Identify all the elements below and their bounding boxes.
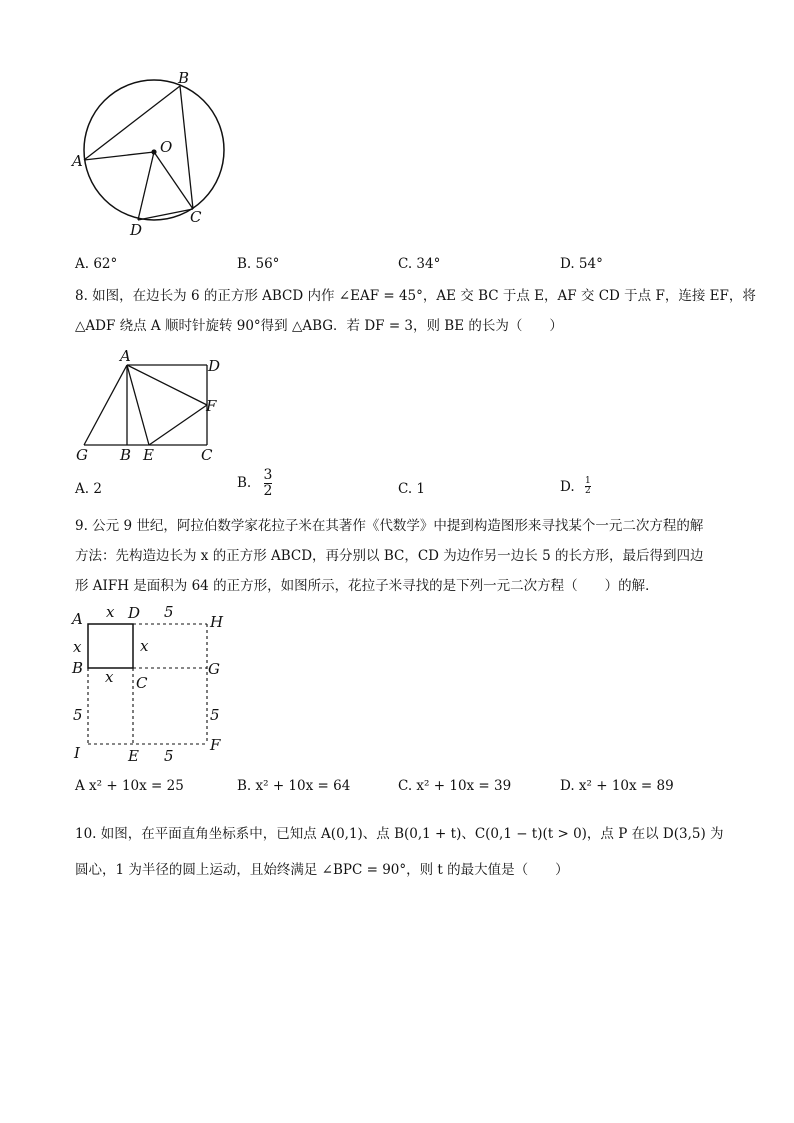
q8-option-d (560, 477, 591, 497)
q9-text-line2: 方法：先构造边长为 x 的正方形 ABCD，再分别以 BC，CD 为边作另一边长 5 的长方形，最后得到四边 (75, 548, 704, 564)
segment-ae (127, 365, 149, 445)
label-e: E (128, 747, 139, 765)
label-i: I (74, 744, 80, 762)
label-five-left: 5 (73, 706, 83, 724)
label-d: D (130, 221, 143, 239)
label-a: A (120, 347, 131, 365)
q8-option-d-prefix: D. (560, 478, 575, 495)
segment-ao (84, 152, 154, 160)
square-abcd (88, 624, 133, 668)
q10-text-line1: 10. 如图，在平面直角坐标系中，已知点 A(0,1)、点 B(0,1 + t)、C(0,1 − t)(t > 0)，点 P 在以 D(3,5) 为 (75, 826, 724, 842)
q8-option-b-numerator: 3 (263, 467, 273, 483)
label-x-left: x (73, 638, 82, 656)
segment-ag (84, 365, 127, 445)
q10-text-line2: 圆心，1 为半径的圆上运动，且始终满足 ∠BPC = 90°，则 t 的最大值是（ ） (75, 862, 569, 878)
q8-square-figure (70, 345, 230, 465)
label-c: C (136, 674, 148, 692)
label-c: C (201, 446, 213, 464)
q9-construction-figure (68, 600, 238, 770)
q7-option-d: D. 54° (560, 256, 603, 272)
segment-ef (149, 405, 207, 445)
label-d: D (208, 357, 221, 375)
q9-option-a: A x² + 10x = 25 (75, 778, 184, 794)
q7-option-a: A. 62° (75, 256, 118, 272)
label-b: B (120, 446, 132, 464)
q8-option-d-numerator: 1 (584, 476, 591, 486)
label-f: F (210, 736, 221, 754)
q8-text-line1: 8. 如图，在边长为 6 的正方形 ABCD 内作 ∠EAF = 45°，AE 交 BC 于点 E，AF 交 CD 于点 F，连接 EF，将 (75, 288, 756, 304)
label-a: A (72, 152, 83, 170)
label-x-right: x (140, 637, 149, 655)
label-f: F (206, 397, 217, 415)
label-e: E (143, 446, 154, 464)
label-g: G (208, 660, 220, 678)
q9-option-c: C. x² + 10x = 39 (398, 778, 512, 794)
center-point-o (151, 149, 156, 154)
label-five-right: 5 (210, 706, 220, 724)
segment-oc (154, 152, 193, 209)
q9-text-line3: 形 AIFH 是面积为 64 的正方形，如图所示，花拉子米寻找的是下列一元二次方程（ ）的解． (75, 578, 659, 594)
q7-option-c: C. 34° (398, 256, 441, 272)
label-h: H (210, 613, 224, 631)
label-g: G (76, 446, 88, 464)
label-x-top: x (106, 603, 115, 621)
q8-option-c: C. 1 (398, 481, 426, 497)
label-x-bottom: x (105, 668, 114, 686)
q8-option-b-denominator: 2 (263, 482, 273, 499)
q9-text-line1: 9. 公元 9 世纪，阿拉伯数学家花拉子米在其著作《代数学》中提到构造图形来寻找某个一元二次方程的解 (75, 518, 704, 534)
segment-od (138, 152, 154, 220)
label-a: A (72, 610, 83, 628)
segment-bc (180, 86, 193, 209)
q9-option-d: D. x² + 10x = 89 (560, 778, 674, 794)
q8-option-b-prefix: B. (237, 475, 252, 492)
segment-af (127, 365, 207, 405)
q9-option-b: B. x² + 10x = 64 (237, 778, 351, 794)
q7-circle-figure (70, 70, 240, 240)
label-b: B (72, 659, 84, 677)
label-o: O (160, 138, 173, 156)
label-c: C (190, 208, 202, 226)
label-b: B (178, 70, 190, 87)
label-five-top: 5 (164, 603, 174, 621)
q8-option-b (237, 468, 272, 498)
label-d: D (128, 604, 141, 622)
label-five-bottom: 5 (164, 747, 174, 765)
q7-option-b: B. 56° (237, 256, 280, 272)
q8-text-line2: △ADF 绕点 A 顺时针旋转 90°得到 △ABG．若 DF = 3，则 BE 的长为（ ） (75, 318, 563, 334)
q8-option-a: A. 2 (75, 481, 102, 497)
q8-option-d-denominator: 2 (584, 486, 591, 497)
